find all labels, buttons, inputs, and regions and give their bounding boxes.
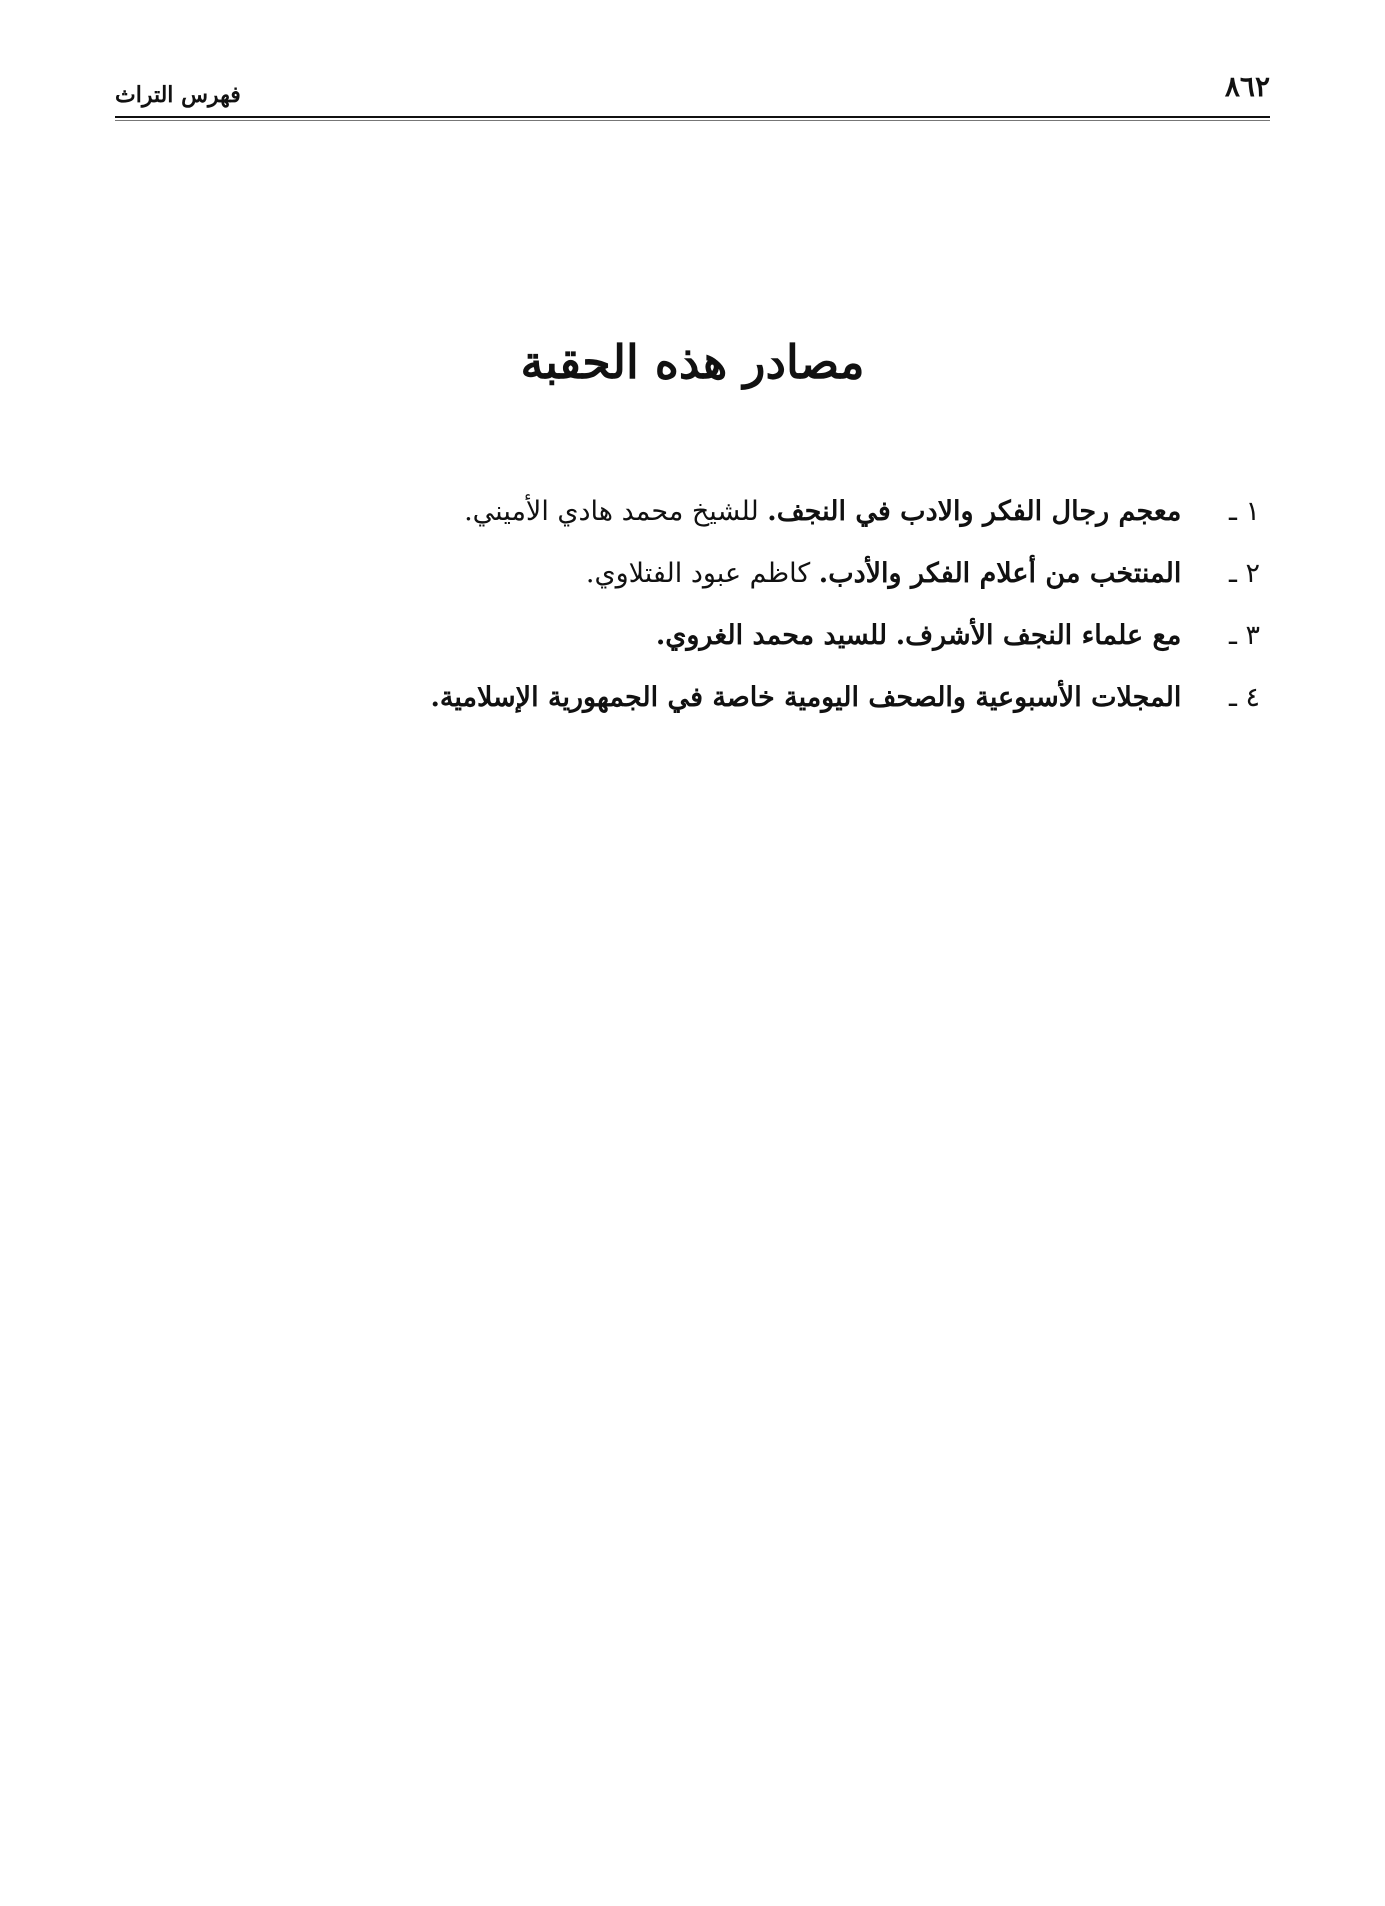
page-header xyxy=(115,70,1270,120)
source-item-author: للشيخ محمد هادي الأميني. xyxy=(464,496,759,527)
source-item-author: كاظم عبود الفتلاوي. xyxy=(585,558,811,589)
header-rule-thin xyxy=(115,120,1270,121)
running-title: فهرس التراث xyxy=(115,82,241,108)
source-item-number: ١ ـ xyxy=(1228,496,1260,527)
source-item-3 xyxy=(240,614,1260,676)
header-rule xyxy=(115,116,1270,118)
source-item-title: المنتخب من أعلام الفكر والأدب. xyxy=(818,558,1182,589)
page-number: ٨٦٢ xyxy=(1224,70,1270,103)
source-item-1 xyxy=(240,490,1260,552)
source-item-number: ٣ ـ xyxy=(1228,620,1260,651)
source-item-title: مع علماء النجف الأشرف. xyxy=(895,620,1182,651)
source-item-4 xyxy=(240,676,1260,738)
source-list xyxy=(240,490,1260,738)
source-item-author: للسيد محمد الغروي. xyxy=(655,620,888,651)
source-item-title: المجلات الأسبوعية والصحف اليومية خاصة في الجمهورية الإسلامية. xyxy=(430,682,1182,713)
section-title: مصادر هذه الحقبة xyxy=(520,335,865,389)
source-item-2 xyxy=(240,552,1260,614)
source-item-number: ٢ ـ xyxy=(1228,558,1260,589)
source-item-number: ٤ ـ xyxy=(1228,682,1260,713)
source-item-title: معجم رجال الفكر والادب في النجف. xyxy=(767,496,1182,527)
